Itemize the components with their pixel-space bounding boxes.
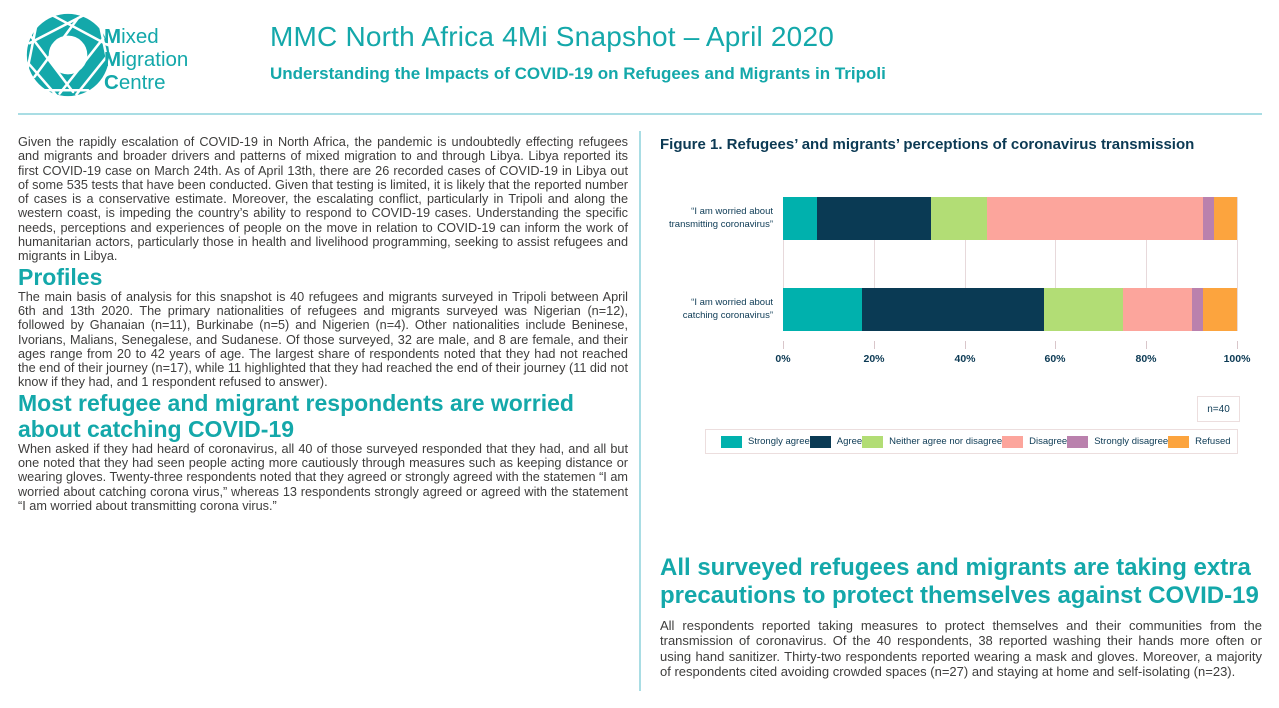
mmc-logo-icon	[26, 13, 110, 97]
legend-swatch	[1002, 436, 1023, 448]
bar-category-label: “I am worried about transmitting coronavirus”	[668, 205, 773, 230]
column-divider	[639, 131, 641, 691]
legend-label: Strongly disagree	[1094, 436, 1169, 447]
legend-item	[1067, 436, 1168, 448]
logo-line1-initial: M	[104, 25, 122, 48]
legend-label: Neither agree nor disagree	[889, 436, 1003, 447]
x-axis-tick	[783, 341, 784, 349]
legend-label: Strongly agree	[748, 436, 810, 447]
x-axis-tick-label: 20%	[863, 353, 885, 365]
legend-swatch	[810, 436, 831, 448]
worried-paragraph: When asked if they had heard of coronavirus, all 40 of those surveyed responded that they had, and all but one noted that they had seen people acting more cautiously through measures such as keeping distance or wearing gloves. Twenty-three respondents noted that they agreed or strongly agreed with the statemen “I am worried about catching corona virus,” whereas 13 respondents strongly agreed or agreed with the statement “I am worried about transmitting corona virus.”	[18, 441, 628, 513]
figure-title: Figure 1. Refugees’ and migrants’ perceptions of coronavirus transmission	[660, 136, 1195, 153]
bar-segment	[987, 197, 1203, 240]
chart-plot-area	[775, 160, 1251, 400]
left-column	[18, 135, 628, 513]
legend-label: Disagree	[1029, 436, 1068, 447]
x-axis-tick	[1237, 341, 1238, 349]
gridline	[1237, 197, 1238, 331]
logo-line3-initial: C	[104, 71, 119, 94]
precautions-section	[660, 554, 1262, 679]
precautions-paragraph: All respondents reported taking measures to protect themselves and their communities from the transmission of coronavirus. Of the 40 respondents, 38 reported washing their hands more often or using hand sanitizer. Thirty-two respondents reported wearing a mask and gloves. Moreover, a majority of respondents cited avoiding crowded spaces (n=27) and staying at home and self-isolating (n=23).	[660, 618, 1262, 679]
right-column	[660, 130, 1262, 708]
logo-line2-rest: igration	[121, 48, 189, 71]
bar-segment	[1044, 288, 1123, 331]
x-axis-tick-label: 100%	[1223, 353, 1251, 365]
x-axis-tick-label: 60%	[1044, 353, 1066, 365]
bar-segment	[1203, 288, 1237, 331]
bar-segment	[1214, 197, 1237, 240]
legend-swatch	[862, 436, 883, 448]
x-axis-tick-label: 80%	[1135, 353, 1157, 365]
x-axis-tick	[874, 341, 875, 349]
chart-legend	[705, 429, 1238, 454]
intro-paragraph: Given the rapidly escalation of COVID-19 in North Africa, the pandemic is undoubtedly effecting refugees and migrants and broader drivers and patterns of mixed migration to and through Libya. Libya reported its first COVID-19 case on March 24th. As of April 13th, there are 26 recorded cases of COVID-19 in Libya out of some 535 tests that have been conducted. Given that testing is limited, it is likely that the reported number of cases is a conservative estimate. Moreover, the escalating conflict, particularly in Tripoli and along the western coast, is impeding the country’s ability to respond to COVID-19 cases. Understanding the specific needs, perceptions and experiences of people on the move in relation to COVID-19 can inform the work of humanitarian actors, particularly those in health and livelihood programming, seeking to assist refugees and migrants in Libya.	[18, 135, 628, 264]
legend-swatch	[721, 436, 742, 448]
page-title: MMC North Africa 4Mi Snapshot – April 2020	[270, 21, 834, 52]
logo-line1-rest: ixed	[121, 25, 159, 48]
bar-segment	[1123, 288, 1191, 331]
bar-segment	[931, 197, 988, 240]
worried-heading: Most refugee and migrant respondents are worried about catching COVID-19	[18, 389, 574, 442]
legend-label: Agree	[836, 436, 863, 447]
profiles-paragraph: The main basis of analysis for this snapshot is 40 refugees and migrants surveyed in Tripoli between April 6th and 13th 2020. The primary nationalities of refugees and migrants surveyed was Nigerian (n=12), followed by Ghanaian (n=11), Burkinabe (n=5) and Nigerien (n=4). Other nationalities include Beninese, Ivorians, Malians, Senegalese, and Sudanese. Of those surveyed, 32 are male, and 8 are female, and their ages range from 20 to 42 years of age. The largest share of respondents noted that they had not reached the end of their journey (n=17), while 11 highlighted that they had reached the end of their journey (11 did not know if they had, and 1 respondent refused to answer).	[18, 289, 628, 390]
bar-segment	[783, 288, 862, 331]
legend-item	[810, 436, 862, 448]
legend-item	[1002, 436, 1067, 448]
bar-category-label-box	[660, 197, 773, 240]
profiles-heading: Profiles	[18, 263, 103, 290]
bar-category-label-box	[660, 288, 773, 331]
stacked-bar	[783, 288, 1237, 331]
x-axis-tick	[1146, 341, 1147, 349]
legend-item	[1168, 436, 1230, 448]
logo-line3-rest: entre	[118, 71, 166, 94]
precautions-heading: All surveyed refugees and migrants are taking extra precautions to protect themselves against COVID-19	[660, 554, 1259, 609]
logo-line2-initial: M	[104, 48, 122, 71]
bar-segment	[1203, 197, 1214, 240]
x-axis-tick	[965, 341, 966, 349]
bar-segment	[862, 288, 1044, 331]
legend-label: Refused	[1195, 436, 1231, 447]
stacked-bar-chart	[660, 160, 1262, 400]
x-axis-tick-label: 40%	[954, 353, 976, 365]
stacked-bar	[783, 197, 1237, 240]
mmc-logo-wordmark	[104, 25, 188, 94]
bar-segment	[783, 197, 817, 240]
legend-item	[721, 436, 810, 448]
bar-category-label: “I am worried about catching coronavirus”	[682, 296, 773, 321]
sample-size-badge: n=40	[1197, 396, 1240, 422]
x-axis-tick-label: 0%	[775, 353, 791, 365]
x-axis-tick	[1055, 341, 1056, 349]
bar-segment	[817, 197, 931, 240]
page-subtitle: Understanding the Impacts of COVID-19 on Refugees and Migrants in Tripoli	[270, 64, 886, 83]
legend-swatch	[1067, 436, 1088, 448]
bar-segment	[1192, 288, 1203, 331]
legend-item	[862, 436, 1002, 448]
legend-swatch	[1168, 436, 1189, 448]
header-divider	[18, 113, 1262, 115]
